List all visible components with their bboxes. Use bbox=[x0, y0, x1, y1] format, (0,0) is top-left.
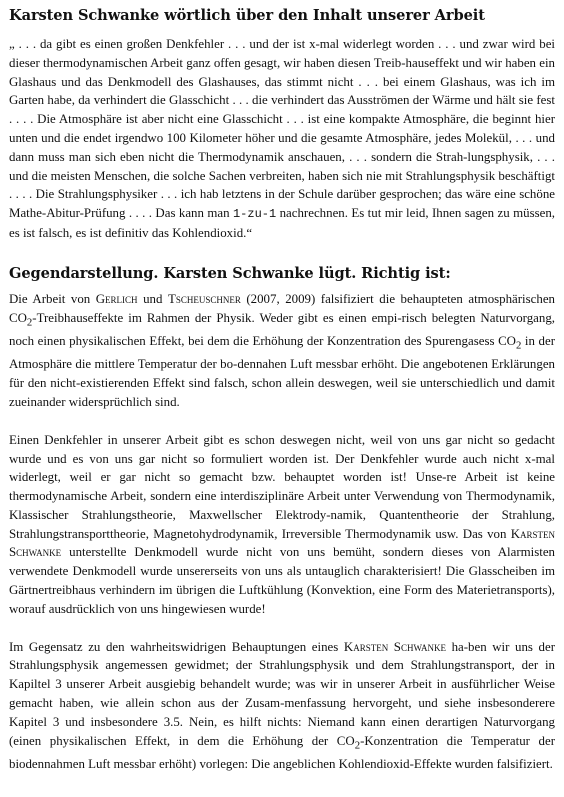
p2-text-1: Einen Denkfehler in unserer Arbeit gibt es schon deswegen nicht, weil von uns gar nicht so gedacht wurde und es von uns gar nicht so formuliert worden ist. Der Denkfehler wurde auch nicht x-mal widerlegt, weil er gar nicht so gemacht bzw. behauptet worden ist! Unse-re Arbeit ist keine thermodynamische Arbeit, sondern eine interdisziplinäre Arbeit unter Verwendung von Thermodynamik, Klassischer Strahlungstheorie, Maxwellscher Elektrody-namik, Quantentheorie der Strahlung, Strahlungstransporttheorie, Magnetohydrodynamik, Irreversible Thermodynamik usw. Das von bbox=[9, 432, 555, 541]
quote-code-text: 1-zu-1 bbox=[232, 207, 277, 222]
document-page bbox=[9, 6, 555, 774]
rebuttal-paragraph-1 bbox=[9, 290, 555, 412]
subscript-2: 2 bbox=[354, 739, 361, 752]
p3-text-1: Im Gegensatz zu den wahrheitswidrigen Behauptungen eines bbox=[9, 639, 344, 654]
author-name-gerlich: Gerlich bbox=[95, 291, 138, 306]
rebuttal-paragraph-2 bbox=[9, 431, 555, 619]
subscript-2: 2 bbox=[515, 339, 522, 352]
author-name-tscheuschner: Tscheuschner bbox=[167, 291, 241, 306]
p2-text-2: unterstellte Denkmodell wurde nicht von uns bemüht, sondern dieses von Alarmisten verwendete Denkmodell wurde unsererseits von uns als untauglich charakterisiert! Die Glasscheiben im Gärtnertreibhaus verhindern im übrigen die Luftkühlung (Konvektion, eine Form des Materietransports), worauf ausdrücklich von uns hingewiesen wurde! bbox=[9, 545, 555, 616]
p3-text-2: ha-ben wir uns der Strahlungsphysik angemessen gewidmet; der Strahlungsphysik und dem Strahlungstransport, der in Kapiltel 3 unserer Arbeit ausgiebig behandelt wurde; was wir in unserer Arbeit in ausführlicher Weise gemacht haben, wie allein schon aus der Zusam-menfassung hervorgeht, und siehe insbesonderere Kapitel 3 und insbesondere 3.5. Nein, es hilft nichts: Niemand kann einen derartigen Naturvorgang (einen physikalischen Effekt, in dem die Erhöhung der CO bbox=[9, 639, 555, 748]
section-title-quote: Karsten Schwanke wörtlich über den Inhalt unserer Arbeit bbox=[9, 7, 485, 24]
quote-text-part-1: „ . . . da gibt es einen großen Denkfehler . . . und der ist x-mal widerlegt worden . . . und zwar wird bei dieser thermodynamischen Arbeit ganz offen gesagt, wir haben diesen Treib-hauseffekt und wir haben ein Glashaus und das Denkmodell des Glashauses, das stimmt nicht . . . bei einem Glashaus, was ich im Garten habe, da verhindert die Glasschicht . . . die verhindert das Ausströmen der Wärme und hält sie fest . . . . Die Atmosphäre ist aber nicht eine Glasschicht . . . ist eine kompakte Atmosphäre, die beginnt hier unten und die endet irgendwo 100 Kilometer höher und die gesamte Atmosphäre, jedes Molekül, . . . und dann muss man sich eben nicht die Thermodynamik anschauen, . . . sondern die Strah-lungsphysik, . . . und die meisten Menschen, die solche Sachen verbreiten, haben sich nie mit Strahlungsphysik beschäftigt . . . . Die Strahlungsphysiker . . . ich hab letztens in der Schule darüber gesprochen; das wäre eine schöne Mathe-Abitur-Prüfung . . . . Das kann man bbox=[9, 37, 555, 221]
p1-text-5: in der Atmosphäre die mittlere Temperatur der bo-dennahen Luft messbar erhöht. Die angebotenen Erklärungen für den nicht-existierenden Effekt sind falsch, schon allein deswegen, weil sie unterschiedlich und damit zueinander widersprüchlich sind. bbox=[9, 333, 555, 409]
section-title-rebuttal: Gegendarstellung. Karsten Schwanke lügt. Richtig ist: bbox=[9, 264, 451, 282]
quote-paragraph bbox=[9, 35, 555, 243]
person-name-schwanke: Karsten Schwanke bbox=[343, 639, 446, 654]
p1-text-4: -Treibhauseffekte im Rahmen der Physik. Weder gibt es einen empi-risch belegten Naturvorgang, noch einen physikalischen Effekt, bei dem die Erhöhung der Konzentration des Spurengasess CO bbox=[9, 310, 555, 348]
person-name-schwanke: Karsten Schwanke bbox=[9, 526, 555, 560]
rebuttal-paragraph-3 bbox=[9, 638, 555, 774]
quote-text-part-2: nachrechnen. Es tut mir leid, Ihnen sagen zu müssen, es ist falsch, es ist definitiv das Kohlendioxid.“ bbox=[9, 206, 555, 240]
p1-text-2: und bbox=[137, 291, 168, 306]
p3-text-3: -Konzentration die Temperatur der biodennahmen Luft messbar erhöht) vorlegen: Die angeblichen Kohlendioxid-Effekte wurden falsifiziert. bbox=[9, 733, 555, 772]
subscript-2: 2 bbox=[26, 316, 33, 329]
p1-text-1: Die Arbeit von bbox=[9, 291, 96, 306]
p1-text-3: (2007, 2009) falsifiziert die behaupteten atmosphärischen CO bbox=[9, 291, 555, 325]
